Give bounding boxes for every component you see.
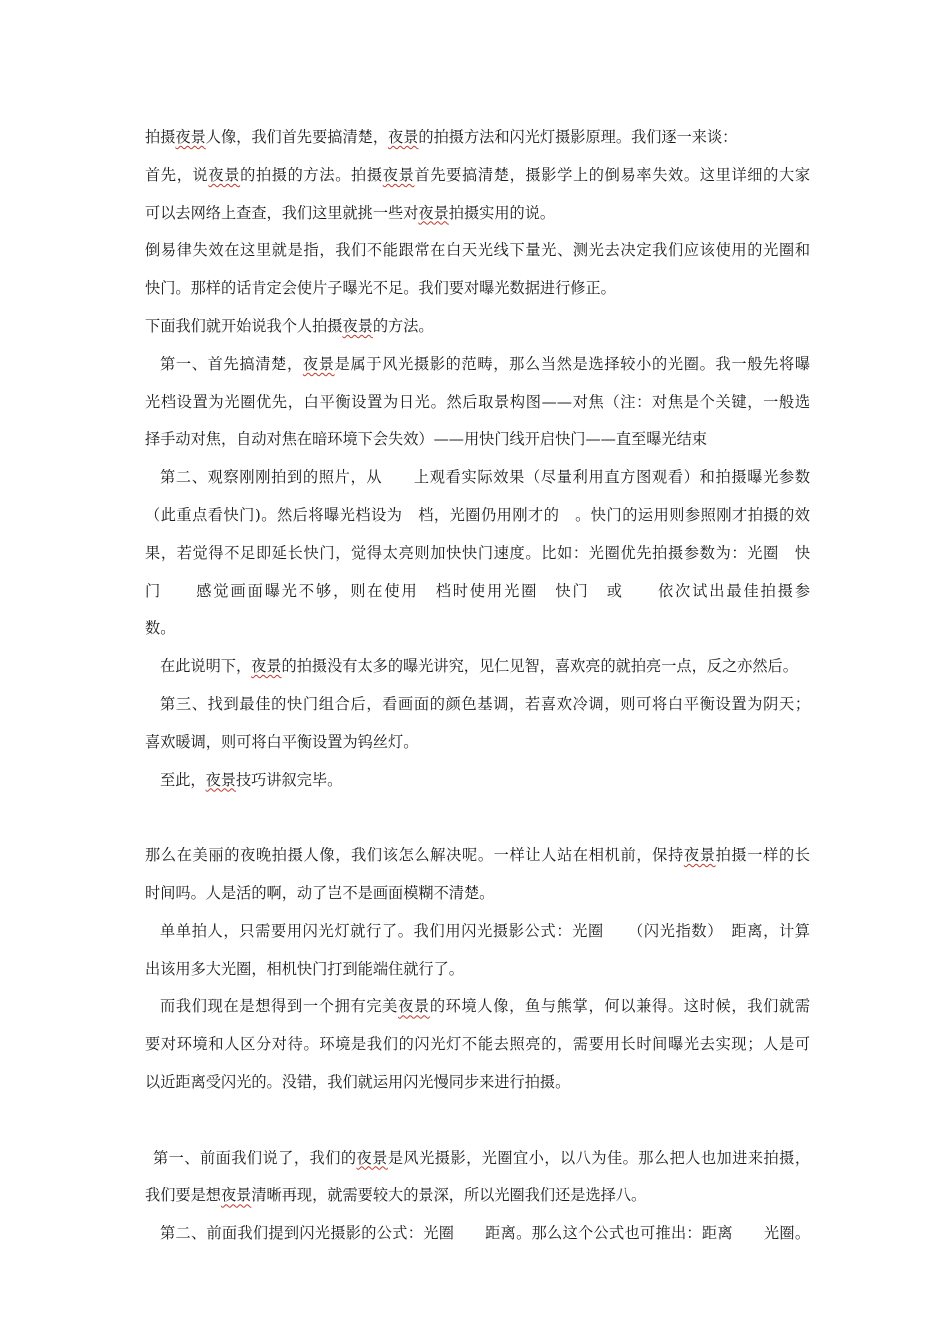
keyword-underlined: 夜景 [175, 128, 206, 146]
blank-line [145, 802, 810, 840]
text-segment: 拍摄 [145, 128, 176, 146]
text-line [145, 349, 810, 387]
text-line [145, 613, 810, 651]
text-segment: 在此说明下， [160, 657, 252, 676]
text-segment: 门 感觉画面曝光不够，则在使用 档时使用光圈 快门 或 依次试出最佳拍摄参 [145, 581, 810, 600]
keyword-underlined: 夜景 [342, 316, 373, 335]
text-segment: 可以去网络上查查，我们这里就挑一些对 [145, 203, 419, 222]
keyword-underlined: 夜景 [251, 657, 282, 676]
text-line [145, 160, 810, 198]
text-line [145, 878, 810, 916]
text-line [145, 235, 810, 273]
text-segment: 快门。那样的话肯定会使片子曝光不足。我们要对曝光数据进行修正。 [145, 279, 616, 298]
text-line [145, 1143, 810, 1181]
text-segment: 时间吗。人是活的啊，动了岂不是画面模糊不清楚。 [145, 883, 495, 902]
text-line [145, 689, 810, 727]
text-segment: 人像，我们首先要搞清楚， [205, 128, 388, 146]
text-segment: 要对环境和人区分对待。环境是我们的闪光灯不能去照亮的，需要用长时间曝光去实现；人是可 [145, 1035, 810, 1054]
text-line [145, 462, 810, 500]
text-segment: 第一、首先搞清楚， [160, 354, 303, 373]
text-line [145, 765, 810, 803]
text-line [145, 198, 810, 236]
text-line [145, 273, 810, 311]
text-segment: 出该用多大光圈，相机快门打到能端住就行了。 [145, 959, 464, 978]
text-line [145, 840, 810, 878]
text-segment: （此重点看快门)。然后将曝光档设为 档，光圈仍用刚才的 。快门的运用则参照刚才拍摄的效 [145, 505, 810, 524]
text-segment: 择手动对焦，自动对焦在暗环境下会失效）——用快门线开启快门——直至曝光结束 [145, 430, 707, 449]
text-segment: 的拍摄的方法。拍摄 [240, 165, 383, 184]
text-segment: 拍摄实用的说。 [448, 203, 556, 222]
text-segment: 果，若觉得不足即延长快门，觉得太亮则加快快门速度。比如：光圈优先拍摄参数为：光圈 快 [145, 543, 810, 562]
text-segment: 的拍摄没有太多的曝光讲究，见仁见智，喜欢亮的就拍亮一点，反之亦然后。 [281, 657, 798, 676]
text-segment: 清晰再现，就需要较大的景深，所以光圈我们还是选择八。 [251, 1186, 647, 1205]
text-segment: 那么在美丽的夜晚拍摄人像，我们该怎么解决呢。一样让人站在相机前，保持 [145, 846, 684, 865]
text-line [145, 1029, 810, 1067]
text-line [145, 727, 810, 765]
keyword-underlined: 夜景 [388, 128, 419, 146]
text-segment: 倒易律失效在这里就是指，我们不能跟常在白天光线下量光、测光去决定我们应该使用的光圈和 [145, 241, 810, 260]
keyword-underlined: 夜景 [683, 846, 716, 865]
text-line [145, 576, 810, 614]
text-segment: 单单拍人，只需要用闪光灯就行了。我们用闪光摄影公式：光圈 （闪光指数） 距离，计算 [160, 921, 810, 940]
text-segment: 下面我们就开始说我个人拍摄 [145, 316, 343, 335]
text-segment: 技巧讲叙完毕。 [235, 770, 343, 789]
text-segment: 的环境人像，鱼与熊掌，何以兼得。这时候，我们就需 [429, 997, 811, 1016]
text-line [145, 311, 810, 349]
text-segment: 我们要是想 [145, 1186, 221, 1205]
blank-line [145, 1105, 810, 1143]
text-segment: 第二、观察刚刚拍到的照片，从 上观看实际效果（尽量利用直方图观看）和拍摄曝光参数 [160, 468, 810, 487]
text-line [145, 954, 810, 992]
keyword-underlined: 夜景 [418, 203, 449, 222]
text-line [145, 1218, 810, 1256]
text-segment: 第二、前面我们提到闪光摄影的公式：光圈 距离。那么这个公式也可推出：距离 光圈。 [160, 1224, 810, 1243]
text-segment: 而我们现在是想得到一个拥有完美 [160, 997, 399, 1016]
text-segment: 的拍摄方法和闪光灯摄影原理。我们逐一来谈： [418, 128, 738, 146]
keyword-underlined: 夜景 [220, 1186, 252, 1205]
document-body [145, 122, 810, 1256]
text-line [145, 500, 810, 538]
keyword-underlined: 夜景 [208, 165, 241, 184]
text-segment: 光档设置为光圈优先，白平衡设置为日光。然后取景构图——对焦（注：对焦是个关键，一般选 [145, 392, 810, 411]
text-segment: 至此， [160, 770, 206, 789]
text-line [145, 916, 810, 954]
text-line [145, 651, 810, 689]
text-line [145, 122, 810, 160]
text-segment: 拍摄一样的长 [715, 846, 811, 865]
text-segment: 第三、找到最佳的快门组合后，看画面的颜色基调，若喜欢冷调，则可将白平衡设置为阴天； [160, 694, 810, 713]
text-segment: 喜欢暖调，则可将白平衡设置为钨丝灯。 [145, 732, 419, 751]
text-line [145, 991, 810, 1029]
keyword-underlined: 夜景 [205, 770, 236, 789]
text-line [145, 1067, 810, 1105]
text-segment: 数。 [145, 619, 176, 638]
text-line [145, 424, 810, 462]
keyword-underlined: 夜景 [356, 1148, 388, 1167]
text-segment: 首先，说 [145, 165, 209, 184]
text-line [145, 387, 810, 425]
keyword-underlined: 夜景 [302, 354, 335, 373]
text-segment: 是风光摄影，光圈宜小，以八为佳。那么把人也加进来拍摄， [387, 1148, 811, 1167]
text-line [145, 538, 810, 576]
text-segment: 第一、前面我们说了，我们的 [153, 1148, 357, 1167]
text-line [145, 1180, 810, 1218]
text-segment: 以近距离受闪光的。没错，我们就运用闪光慢同步来进行拍摄。 [145, 1072, 571, 1091]
text-segment: 首先要搞清楚，摄影学上的倒易率失效。这里详细的大家 [414, 165, 811, 184]
text-segment: 是属于风光摄影的范畴，那么当然是选择较小的光圈。我一般先将曝 [334, 354, 811, 373]
keyword-underlined: 夜景 [382, 165, 415, 184]
text-segment: 的方法。 [372, 316, 434, 335]
keyword-underlined: 夜景 [398, 997, 430, 1016]
